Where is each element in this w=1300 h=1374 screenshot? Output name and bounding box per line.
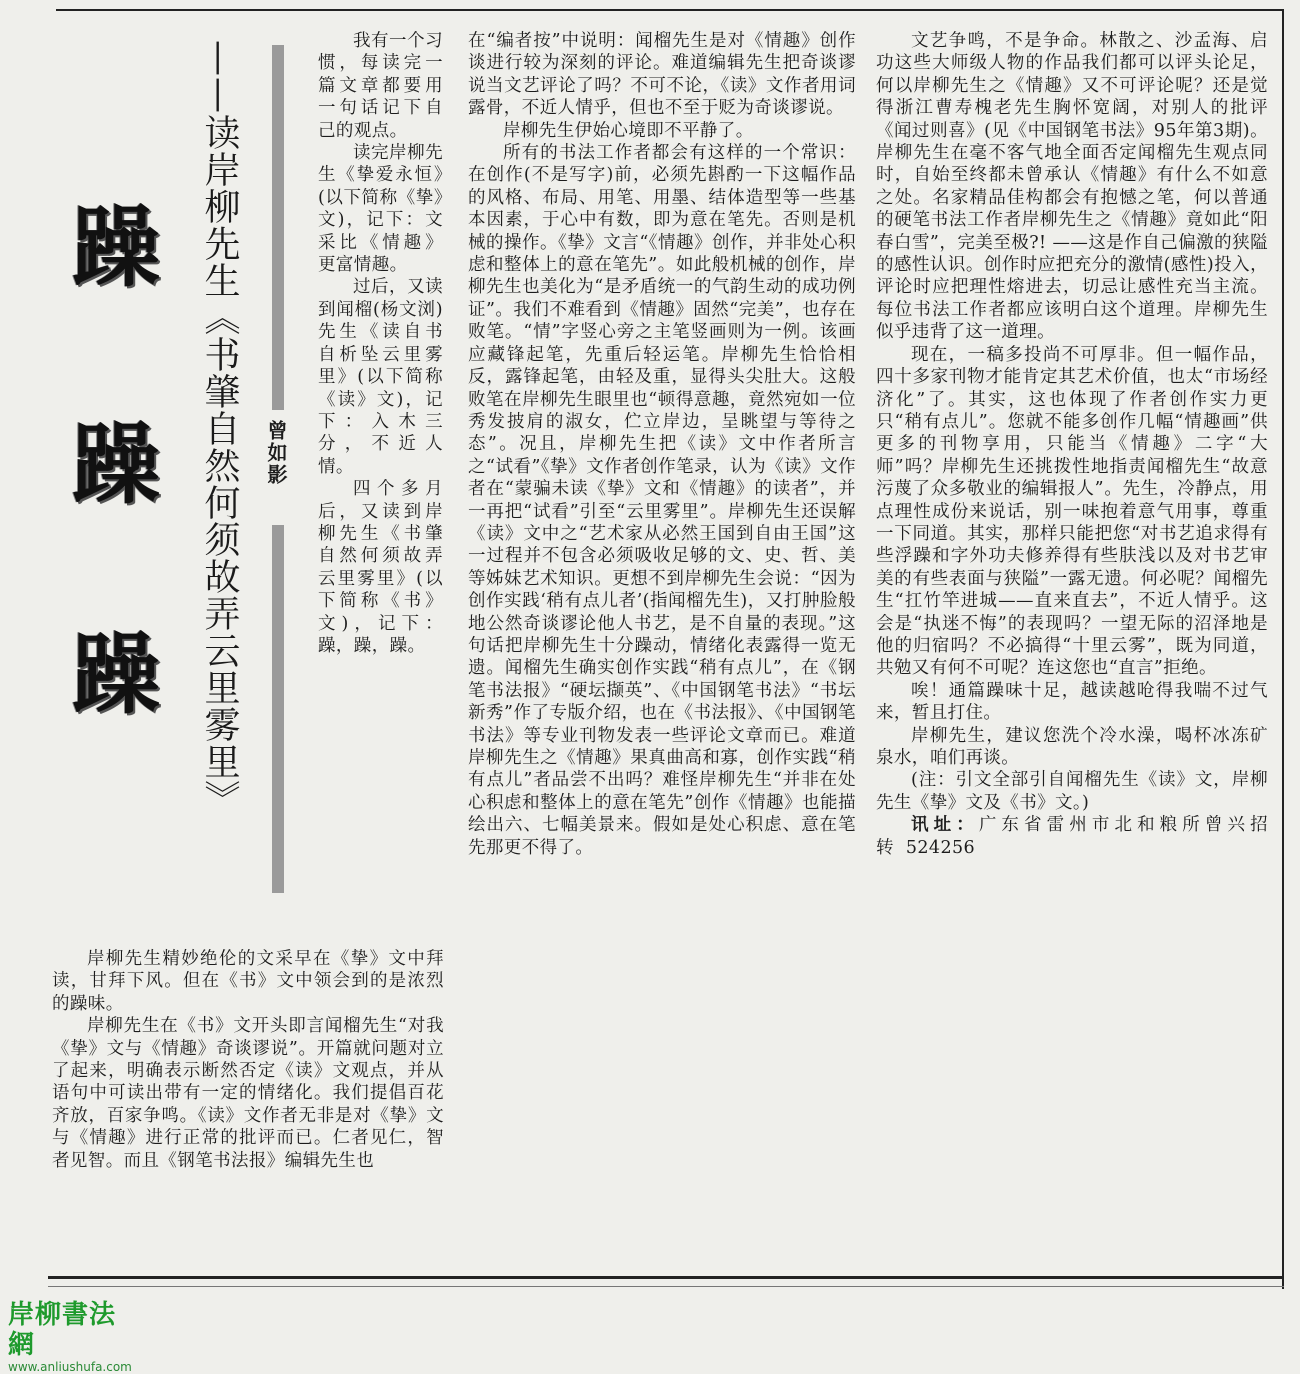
- paragraph: 文艺争鸣，不是争命。林散之、沙孟海、启功这些大师级人物的作品我们都可以评头论足，何以岸柳先生之《情趣》又不可评论呢？还是觉得浙江曹寿槐老先生胸怀宽阔，对别人的批评《闻过则喜》(见《中国钢笔书法》95年第3期)。岸柳先生在毫不客气地全面否定闻榴先生观点同时，自始至终都未曾承认《情趣》有什么不如意之处。名家精品佳构都会有抱憾之笔，何以普通的硬笔书法工作者岸柳先生之《情趣》竟如此“阳春白雪”，完美至极?! ——这是作自己偏激的狭隘的感性认识。创作时应把充分的激情(感性)投入，评论时应把理性熔进去，切忌让感性充当主流。每位书法工作者都应该明白这个道理。岸柳先生似乎违背了这一道理。: [876, 31, 1268, 343]
- address-line: [876, 814, 1268, 859]
- column-3-text: [876, 30, 1268, 859]
- paragraph: 岸柳先生伊始心境即不平静了。: [503, 120, 754, 141]
- paragraph: 现在，一稿多投尚不可厚非。但一幅作品，四十多家刊物才能肯定其艺术价值，也太“市场经济化”了。其实，这也体现了作者创作实力更只“稍有点儿”。您就不能多创作几幅“情趣画”供更多的刊物享用，只能当《情趣》二字“大师”吗？岸柳先生还挑拨性地指责闻榴先生“故意污蔑了众多敬业的编辑报人”。先生，冷静点，用点理性成份来说话，别一味抱着意气用事，尊重一下同道。其实，那样只能把您“对书艺追求得有些浮躁和字外功夫修养得有些肤浅以及对书艺审美的有些表面与狭隘”一露无遗。何必呢？闻榴先生“扛竹竿进城——直来直去”，不近人情乎。这会是“执迷不悔”的表现吗？一望无际的沼泽地是他的归宿吗？不必搞得“十里云雾”，既为同道，共勉又有何不可呢？连这您也“直言”拒绝。: [876, 344, 1268, 679]
- author-bar-bottom: [272, 525, 284, 893]
- paragraph: 我有一个习惯，每读完一篇文章都要用一句话记下自己的观点。: [318, 31, 443, 141]
- paragraph: 唉！通篇躁味十足，越读越呛得我喘不过气来，暂且打住。: [876, 680, 1268, 724]
- paragraph: 读完岸柳先生《挚爱永恒》(以下简称《挚》文)，记下：文采比《情趣》更富情趣。: [318, 143, 443, 276]
- column-2-text: [468, 30, 856, 859]
- site-logo: [8, 1300, 136, 1374]
- paragraph: 岸柳先生，建议您洗个冷水澡，喝杯冰冻矿泉水，咱们再谈。: [876, 725, 1268, 768]
- paragraph: 过后，又读到闻榴(杨文浏)先生《读自书自析坠云里雾里》(以下简称《读》文)，记下：入木三分，不近人情。: [318, 277, 443, 477]
- site-logo-name: 岸柳書法網: [8, 1300, 117, 1360]
- bottom-rule: [48, 1276, 1284, 1279]
- author-bar-top: [272, 45, 284, 410]
- author-name: 曾如影: [264, 420, 288, 486]
- paragraph: 岸柳先生在《书》文开头即言闻榴先生“对我《挚》文与《情趣》奇谈谬说”。开篇就问题对立了起来，明确表示断然否定《读》文观点，并从语句中可读出带有一定的情绪化。我们提倡百花齐放，百家争鸣。《读》文作者无非是对《挚》文与《情趣》进行正常的批评而已。仁者见仁，智者见智。而且《钢笔书法报》编辑先生也: [52, 1016, 444, 1171]
- paragraph: 四个多月后，又读到岸柳先生《书肇自然何须故弄云里雾里》(以下简称《书》文)，记下：躁，躁，躁。: [318, 479, 443, 656]
- bottom-rule-thin: [48, 1286, 1284, 1287]
- postcode: 524256: [905, 837, 976, 858]
- paragraph: 岸柳先生精妙绝伦的文采早在《挚》文中拜读，甘拜下风。但在《书》文中领会到的是浓烈的躁味。: [52, 949, 444, 1014]
- right-rule: [1282, 9, 1284, 1289]
- column-1-lower-text: [52, 948, 444, 1172]
- top-rule: [56, 9, 1284, 11]
- paragraph: 在“编者按”中说明：闻榴先生是对《情趣》创作谈进行较为深刻的评论。难道编辑先生把奇谈谬说当文艺评论了吗？不可不论，《读》文作者用词露骨，不近人情乎，但也不至于贬为奇谈谬说。: [468, 31, 856, 119]
- paragraph: 所有的书法工作者都会有这样的一个常识：在创作(不是写字)前，必须先斟酌一下这幅作品的风格、布局、用笔、用墨、结体造型等一些基本因素，于心中有数，即为意在笔先。否则是机械的操作。《挚》文言“《情趣》创作，并非处心积虑和整体上的意在笔先”。如此般机械的创作，岸柳先生也美化为“是矛盾统一的气韵生动的成功例证”。我们不难看到《情趣》固然“完美”，也存在败笔。“情”字竖心旁之主笔竖画则为一例。该画应藏锋起笔，先重后轻运笔。岸柳先生恰恰相反，露锋起笔，由轻及重，显得头尖肚大。这般败笔在岸柳先生眼里也“顿得意趣，竟然宛如一位秀发披肩的淑女，伫立岸边，呈眺望与等待之态”。况且，岸柳先生把《读》文中作者所言之“试看”《挚》文作者创作笔录，认为《读》文作者在“蒙骗未读《挚》文和《情趣》的读者”，并一再把“试看”引至“云里雾里”。岸柳先生还误解《读》文中之“艺术家从必然王国到自由王国”这一过程并不包含必须吸收足够的文、史、哲、美等姊妹艺术知识。更想不到岸柳先生会说：“因为创作实践‘稍有点儿者’(指闻榴先生)，又打肿脸般地公然奇谈谬论他人书艺，是不自量的表现。”这句话把岸柳先生十分躁动，情绪化表露得一览无遗。闻榴先生确实创作实践“稍有点儿”，在《钢笔书法报》“硬坛撷英”、《中国钢笔书法》“书坛新秀”作了专版介绍，也在《书法报》、《中国钢笔书法》等专业刊物发表一些评论文章而已。难道岸柳先生之《情趣》果真曲高和寡，创作实践“稍有点儿”者品尝不出吗？难怪岸柳先生“并非在处心积虑和整体上的意在笔先”创作《情趣》也能描绘出六、七幅美景来。假如是处心积虑、意在笔先那更不得了。: [468, 143, 856, 858]
- site-logo-url: www.anliushufa.com: [8, 1360, 132, 1374]
- subtitle: ——读岸柳先生《书肇自然何须故弄云里雾里》: [199, 40, 240, 817]
- paragraph: (注：引文全部引自闻榴先生《读》文，岸柳先生《挚》文及《书》文。): [876, 770, 1268, 813]
- column-1-text: [318, 30, 443, 657]
- headline-char: 躁: [72, 195, 161, 299]
- address-text: 广东省雷州市北和粮所曾兴招转: [876, 815, 1269, 858]
- headline-char: 躁: [72, 622, 161, 726]
- headline-char: 躁: [72, 412, 161, 516]
- address-label: 讯址：: [911, 815, 979, 836]
